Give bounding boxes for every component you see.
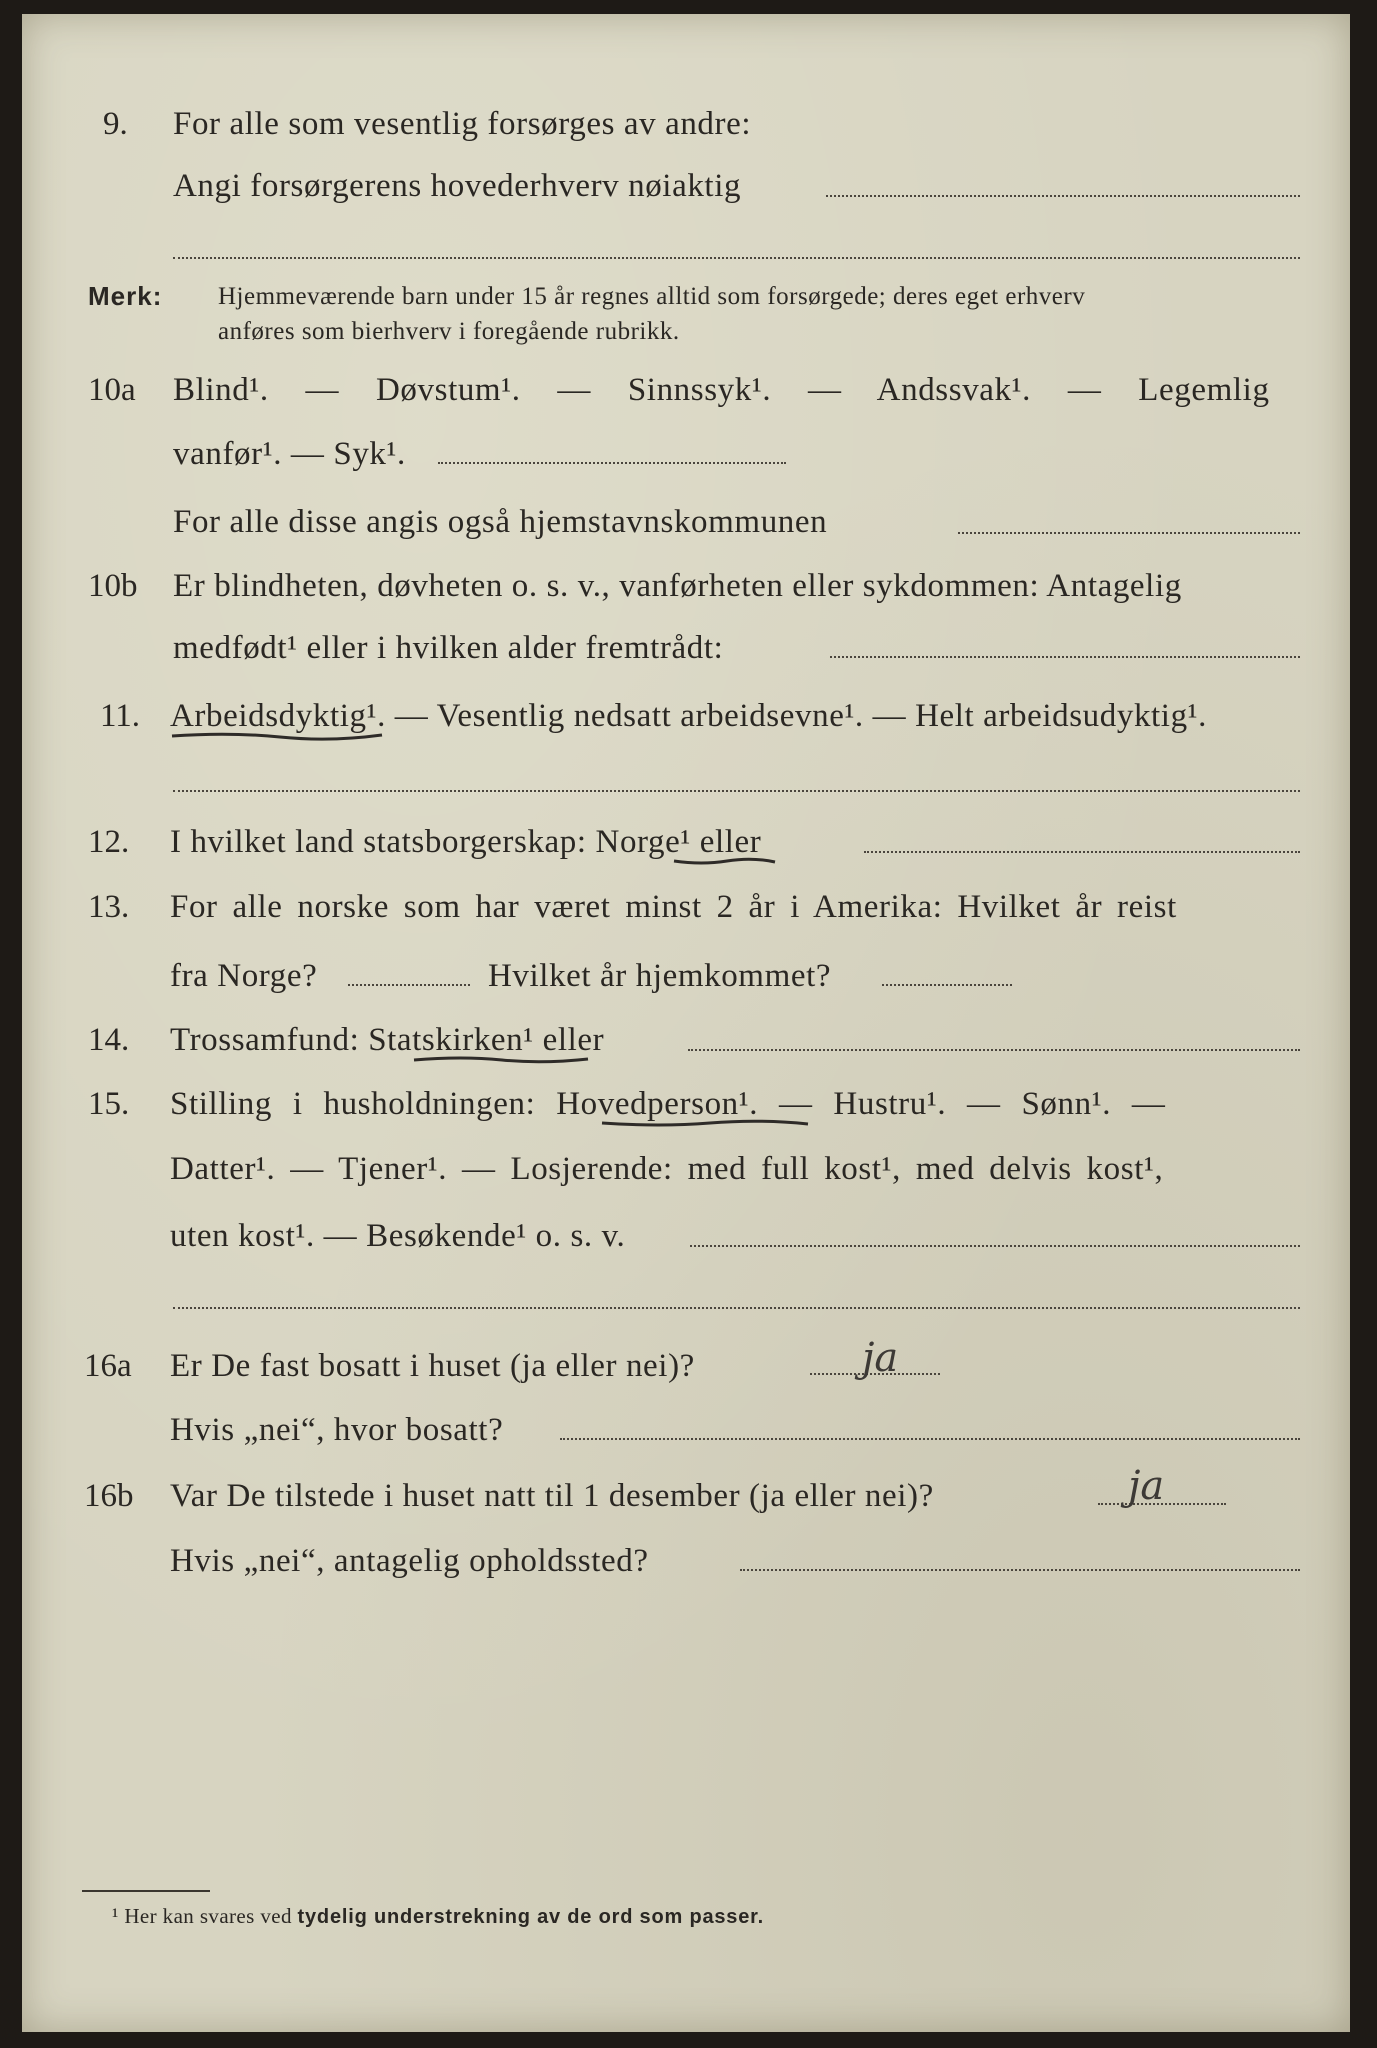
item-15-line-2: Datter¹. — Tjener¹. — Losjerende: med full kost¹, med delvis kost¹,	[170, 1151, 1164, 1187]
handwritten-underline-statskirken	[412, 1054, 590, 1066]
item-13-line-1: For alle norske som har været minst 2 år i Amerika: Hvilket år reist	[170, 889, 1177, 925]
item-number-14: 14.	[88, 1022, 130, 1058]
item-number-10b: 10b	[88, 568, 138, 604]
item-12-line-1: I hvilket land statsborgerskap: Norge¹ eller	[170, 824, 762, 860]
footnote-rule	[82, 1890, 210, 1892]
item-16b-handwritten-answer: ja	[1128, 1463, 1165, 1509]
item-15-line-1: Stilling i husholdningen: Hovedperson¹. — Hustru¹. — Sønn¹. —	[170, 1086, 1166, 1122]
item-16a-residence-line[interactable]	[560, 1438, 1300, 1440]
item-number-16b: 16b	[84, 1478, 134, 1514]
item-16a-handwritten-answer: ja	[862, 1335, 899, 1381]
item-14-answer-line[interactable]	[688, 1049, 1300, 1051]
item-13-year-returned-line[interactable]	[882, 984, 1012, 986]
item-13-line-2a: fra Norge?	[170, 958, 318, 994]
item-12-answer-line[interactable]	[864, 851, 1300, 853]
item-15-answer-line-2[interactable]	[173, 1307, 1300, 1309]
item-10b-line-1: Er blindheten, døvheten o. s. v., vanførheten eller sykdommen: Antagelig	[173, 568, 1182, 604]
item-number-15: 15.	[88, 1086, 130, 1122]
item-10a-hometown-line[interactable]	[958, 532, 1300, 534]
handwritten-underline-arbeidsdyktig	[170, 730, 385, 742]
item-number-16a: 16a	[84, 1348, 132, 1384]
item-16b-line-1: Var De tilstede i huset natt til 1 desember (ja eller nei)?	[170, 1478, 934, 1514]
footnote-prefix: ¹ Her kan svares ved	[112, 1904, 298, 1928]
item-9-line-2: Angi forsørgerens hovederhverv nøiaktig	[173, 168, 742, 204]
merk-heading: Merk:	[88, 281, 163, 311]
footnote	[112, 1906, 764, 1927]
handwritten-underline-norge	[672, 856, 777, 868]
item-10b-line-2: medfødt¹ eller i hvilken alder fremtrådt:	[173, 630, 724, 666]
item-9-line-1: For alle som vesentlig forsørges av andre:	[173, 106, 752, 142]
item-16b-whereabouts-line[interactable]	[740, 1569, 1300, 1571]
item-number-11: 11.	[100, 698, 141, 734]
item-15-line-3: uten kost¹. — Besøkende¹ o. s. v.	[170, 1218, 626, 1254]
item-9-answer-line[interactable]	[826, 195, 1300, 197]
item-11-line-1: Arbeidsdyktig¹. — Vesentlig nedsatt arbeidsevne¹. — Helt arbeidsudyktig¹.	[170, 698, 1208, 734]
item-16a-line-2: Hvis „nei“, hvor bosatt?	[170, 1412, 504, 1448]
item-16b-line-2: Hvis „nei“, antagelig opholdssted?	[170, 1543, 649, 1579]
item-13-year-left-line[interactable]	[348, 984, 470, 986]
handwritten-underline-hovedperson	[600, 1118, 810, 1130]
merk-line-1: Hjemmeværende barn under 15 år regnes alltid som forsørgede; deres eget erhverv	[218, 283, 1086, 310]
item-number-10a: 10a	[88, 372, 136, 408]
item-10a-line-2: vanfør¹. — Syk¹.	[173, 436, 406, 472]
item-number-13: 13.	[88, 889, 130, 925]
merk-line-2: anføres som bierhverv i foregående rubrikk.	[218, 318, 680, 345]
item-10b-answer-line[interactable]	[830, 656, 1300, 658]
footnote-bold: tydelig understrekning av de ord som passer.	[297, 1906, 764, 1928]
item-11-answer-line[interactable]	[173, 790, 1300, 792]
item-9-answer-line-2[interactable]	[173, 257, 1300, 259]
item-10a-line-1: Blind¹. — Døvstum¹. — Sinnssyk¹. — Andssvak¹. — Legemlig	[173, 372, 1270, 408]
item-14-line-1: Trossamfund: Statskirken¹ eller	[170, 1022, 605, 1058]
item-number-9: 9.	[103, 106, 128, 142]
item-number-12: 12.	[88, 824, 130, 860]
item-10a-line-3: For alle disse angis også hjemstavnskommunen	[173, 504, 828, 540]
item-15-answer-line[interactable]	[690, 1245, 1300, 1247]
item-16a-line-1: Er De fast bosatt i huset (ja eller nei)?	[170, 1348, 695, 1384]
item-13-line-2b: Hvilket år hjemkommet?	[488, 958, 832, 994]
item-10a-answer-line[interactable]	[438, 462, 786, 464]
